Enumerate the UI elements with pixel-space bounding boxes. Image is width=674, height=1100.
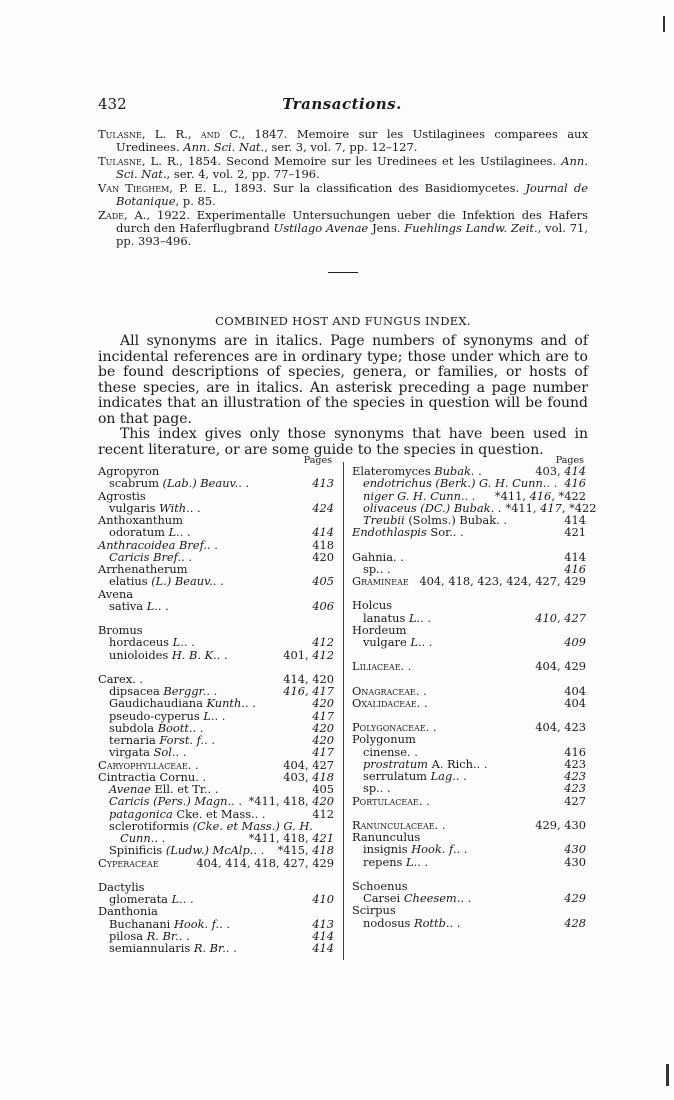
page-ref: 403, (535, 464, 565, 478)
page-ref: 423 (564, 781, 586, 796)
entry-term: Agropyron (98, 464, 160, 478)
entry-term: Anthoxanthum (98, 513, 183, 527)
page-ref: 404, 423 (535, 720, 586, 734)
entry-leader: . . (407, 744, 418, 759)
entry-leader: . . (400, 659, 412, 674)
entry-term: Danthonia (98, 904, 158, 919)
entry-term: Bromus (98, 623, 143, 637)
entry-term: Arrhenatherum (98, 562, 188, 576)
entry-term: endotrichus (363, 476, 432, 491)
index-introduction (98, 334, 588, 458)
entry-authority: Ell. et Tr. (154, 782, 208, 796)
entry-authority: L. (168, 525, 180, 540)
entry-name (363, 856, 417, 868)
entry-leader: . . (183, 635, 195, 650)
page-ref: 420 (312, 696, 334, 711)
entry-authority: Hook. f. (411, 842, 457, 857)
entry-leader (406, 624, 586, 636)
entry-term: Polygonum (352, 732, 416, 747)
pages-column-header: Pages (555, 455, 584, 466)
page-ref: 420 (312, 733, 334, 747)
page-ref: 429, 430 (535, 817, 586, 832)
entry-pages (308, 942, 334, 954)
index-entry (352, 917, 586, 929)
running-title: Transactions. (282, 95, 402, 113)
entry-leader: . . (417, 854, 429, 869)
entry-term: Scirpus (352, 903, 396, 918)
entry-pages (560, 856, 586, 868)
page-ref: *415, (277, 843, 313, 858)
entry-authority: A. Rich. (431, 756, 477, 771)
entry-leader: . . (231, 794, 242, 809)
entry-leader: . . (195, 769, 207, 784)
entry-pages (560, 636, 586, 648)
index-entry (98, 857, 334, 869)
page-ref: , *422 (561, 500, 597, 515)
entry-leader: . . (187, 757, 199, 772)
entry-leader: . . (253, 843, 265, 858)
entry-leader: . . (189, 500, 201, 515)
entry-leader: . . (206, 684, 218, 698)
page-ref: 404 (564, 683, 586, 698)
page-ref: 404, 414, 418, 427, 429 (196, 855, 334, 870)
entry-term: Avenae (109, 782, 151, 796)
entry-name (352, 697, 417, 709)
entry-term: scabrum (109, 476, 159, 491)
entry-pages (560, 892, 586, 904)
index-entry (352, 660, 586, 672)
entry-term: Hordeum (352, 622, 407, 637)
entry-authority: Boott. (157, 720, 193, 735)
page-ref-italic: 417 (540, 500, 562, 515)
reference-entry: Van Tieghem, P. E. L., 1893. Sur la classification des Basidiomycetes. Journal de Botanique, p. 85. (98, 181, 589, 208)
entry-authority: With. (159, 500, 190, 515)
page-ref: 406 (312, 598, 334, 613)
entry-term: prostratum (363, 756, 428, 771)
page-number: 432 (98, 95, 127, 113)
entry-pages (308, 600, 334, 612)
page-ref: *411, 418, (248, 831, 313, 845)
page-ref: 413 (312, 916, 334, 931)
entry-authority: R. Br. (146, 928, 179, 943)
page-ref: 401, (283, 647, 313, 662)
entry-name (109, 942, 226, 954)
entry-leader: . . (460, 891, 472, 905)
page-ref: *411, 418, (248, 794, 313, 809)
entry-term: Elateromyces (352, 464, 431, 478)
index-entry (352, 856, 586, 868)
page-ref: 414 (312, 941, 334, 955)
entry-term: Cyperaceae (98, 855, 159, 870)
entry-leader: . . (425, 720, 437, 734)
entry-pages (560, 697, 586, 709)
index-entry (98, 649, 334, 661)
page-ref-italic: 412 (312, 647, 334, 662)
section-title: COMBINED HOST AND FUNGUS INDEX. (215, 314, 471, 328)
entry-leader: . . (496, 513, 507, 527)
entry-leader: . . (178, 928, 190, 943)
page-ref: *411, (494, 488, 530, 503)
entry-term: Caricis (109, 794, 150, 809)
entry-authority: Bref. (153, 549, 182, 564)
entry-authority: Lag. (430, 769, 456, 783)
entry-authority: Sor. (430, 525, 453, 540)
entry-term: Gaudichaudiana (109, 696, 203, 711)
entry-term: nodosus (363, 915, 411, 930)
page-ref: 404 (564, 695, 586, 710)
entry-leader: . . (379, 781, 391, 796)
entry-term: Schoenus (352, 878, 408, 893)
entry-authority: Rottb. (414, 915, 450, 930)
entry-leader: . . (181, 549, 192, 564)
entry-term: Polygonaceae (352, 720, 426, 734)
entry-leader: . . (179, 525, 191, 540)
entry-leader: . . (238, 476, 250, 491)
entry-authority: (Berk.) G. H. Cunn. (435, 476, 547, 491)
entry-term: patagonica (109, 806, 173, 821)
page-ref: 405 (312, 574, 334, 589)
entry-term: sp. (363, 561, 380, 576)
entry-authority: (Pers.) Magn. (153, 794, 232, 809)
page-ref: 420 (312, 720, 334, 735)
entry-leader: . . (157, 598, 169, 613)
left-index-entries (98, 465, 334, 954)
entry-leader: . . (418, 793, 430, 808)
entry-name (109, 649, 217, 661)
entry-authority: G. H. Cunn. (397, 488, 465, 503)
entry-authority: Cke. et Mass. (176, 806, 255, 821)
page-ref: 416 (564, 561, 586, 576)
entry-pages (560, 526, 586, 538)
entry-pages (308, 575, 334, 587)
entry-term: Portulaceae (352, 793, 419, 808)
entry-term: cinense (363, 744, 408, 759)
page-ref: 421 (564, 525, 586, 540)
reference-entry: Zade, A., 1922. Experimentalle Untersuchungen ueber die Infektion des Hafers durch den Haferflugbrand Ustilago Avenae Jens. Fuehlings Landw. Zeit., vol. 71, pp. 393–496. (98, 208, 588, 248)
entry-authority: (Ludw.) McAlp. (165, 843, 254, 858)
entry-term: sativa (109, 598, 144, 613)
entry-pages (415, 575, 586, 587)
entry-authority: Cheesem. (403, 891, 461, 905)
entry-name (363, 917, 450, 929)
entry-term: Dactylis (98, 879, 145, 894)
page-ref: 409 (564, 635, 586, 649)
page-ref-italic: 418 (312, 843, 334, 858)
index-entry (352, 697, 586, 709)
reference-author: Van Tieghem, P. E. L., 1893. (98, 181, 267, 195)
entry-term: virgata (109, 745, 150, 760)
entry-term: olivaceus (363, 500, 417, 515)
page-ref: 414 (564, 513, 586, 527)
entry-authority: L. (408, 610, 421, 625)
entry-authority: Forst. f. (159, 733, 205, 747)
entry-leader: . . (254, 806, 266, 821)
index-column-left (98, 456, 334, 954)
entry-term: Ranunculus (352, 830, 421, 844)
entry-leader: . . (415, 683, 427, 698)
entry-pages (308, 502, 334, 514)
entry-term: hordaceus (109, 635, 170, 650)
entry-authority: (Lab.) Beauv. (162, 476, 239, 491)
entry-leader (159, 857, 193, 869)
entry-term: Oxalidaceae (352, 695, 417, 710)
entry-leader: . . (225, 941, 237, 955)
page-ref: 417 (312, 745, 334, 760)
entry-pages (560, 917, 586, 929)
entry-authority: L. (410, 635, 422, 649)
page-ref: 417 (312, 708, 334, 723)
page-ref: 410 (312, 892, 334, 906)
page-ref: 412 (312, 806, 334, 821)
entry-authority: Kunth. (206, 696, 245, 711)
entry-term: Gramineae (352, 574, 409, 588)
entry-leader: . . (175, 745, 187, 760)
entry-leader: . . (207, 537, 218, 552)
entry-term: Carex (98, 671, 133, 686)
index-entry (352, 526, 586, 538)
entry-pages (531, 612, 586, 624)
page-ref: 423 (564, 769, 586, 783)
pages-column-header: Pages (303, 455, 332, 466)
entry-leader: . . (182, 892, 194, 906)
index-entry (352, 795, 586, 807)
reference-author: Zade, A., 1922. (98, 208, 190, 222)
entry-term: Holcus (352, 598, 392, 613)
entry-term: glomerata (109, 892, 168, 906)
entry-leader: . . (393, 549, 404, 564)
entry-leader: . . (207, 782, 219, 796)
entry-term: ternaria (109, 733, 156, 747)
page-ref: 430 (564, 842, 586, 857)
page-ref: 423 (564, 756, 586, 771)
page-ref: 403, (283, 769, 313, 784)
entry-term: odoratum (109, 525, 165, 540)
entry-term: subdola (109, 720, 155, 735)
page-ref: 404, 429 (535, 659, 586, 674)
page-ref: 424 (312, 500, 334, 515)
entry-term: vulgare (363, 635, 407, 649)
entry-pages (279, 649, 334, 661)
entry-term: Agrostis (98, 488, 146, 503)
entry-term: Caricis (109, 549, 150, 564)
entry-leader: . . (416, 695, 428, 710)
reference-list (98, 128, 588, 249)
entry-authority: (Solms.) Bubak (408, 513, 497, 527)
page-ref-italic: 414 (564, 464, 586, 478)
index-entry (352, 575, 586, 587)
entry-pages (308, 477, 334, 489)
entry-leader: . . (456, 842, 468, 857)
entry-term: semiannularis (109, 941, 191, 955)
entry-term: pilosa (109, 928, 144, 943)
entry-leader: . . (490, 500, 502, 515)
entry-term: Onagraceae (352, 683, 416, 698)
page-ref: 404, 418, 423, 424, 427, 429 (419, 574, 586, 588)
page-ref: 418 (312, 537, 334, 552)
entry-pages (560, 795, 586, 807)
page-ref: 416, 417 (283, 684, 334, 698)
index-entry (98, 942, 334, 954)
entry-authority: L. (203, 708, 215, 723)
entry-term: Spinificis (109, 843, 163, 858)
page-ref: 414 (312, 928, 334, 943)
page-ref: 412 (312, 635, 334, 650)
page-ref: , *422 (551, 488, 586, 503)
entry-authority: (Cke. et Mass.) G. H. (192, 818, 313, 833)
page-ref-italic: 420 (312, 794, 334, 809)
entry-term: Anthracoidea (98, 537, 176, 552)
entry-term: Liliaceae (352, 659, 401, 674)
entry-leader: . . (470, 464, 482, 478)
column-divider (343, 462, 344, 960)
reference-author: Tulasne, L. R., and C., 1847. (98, 127, 288, 141)
entry-authority: Berggr. (163, 684, 207, 698)
entry-leader (409, 575, 416, 587)
entry-name (98, 857, 159, 869)
page-ref-italic: 416 (529, 488, 552, 503)
reference-author: Tulasne, L. R., 1854. (98, 154, 221, 168)
entry-term: Avena (98, 586, 134, 601)
entry-authority: (L.) Beauv. (151, 574, 213, 589)
entry-term: elatius (109, 574, 148, 589)
entry-leader: . . (192, 720, 204, 735)
page-ref-italic: 421 (312, 831, 334, 845)
entry-leader (133, 588, 334, 600)
index-entry (98, 575, 334, 587)
page-ref: 428 (564, 915, 586, 930)
entry-name (352, 575, 409, 587)
index-entry (98, 600, 334, 612)
entry-authority: L. (406, 854, 418, 869)
entry-name (352, 795, 419, 807)
entry-term: Cunn. (120, 831, 155, 845)
page-ref: *411, (505, 500, 541, 515)
entry-leader: . . (244, 696, 256, 711)
entry-authority: L. (146, 598, 158, 613)
entry-pages (531, 660, 586, 672)
entry-authority: Sol. (153, 745, 176, 760)
entry-authority: H. B. K. (171, 647, 217, 662)
page-ref-italic: 418 (312, 769, 334, 784)
entry-term: Buchanani (109, 916, 171, 931)
margin-mark-top-right (663, 16, 665, 32)
page-ref: 414 (312, 525, 334, 540)
entry-leader: . . (449, 915, 461, 930)
entry-term: insignis (363, 842, 408, 857)
page-ref: 420 (312, 549, 334, 564)
entry-leader: . . (219, 916, 231, 931)
entry-name (109, 600, 158, 612)
page-ref: 416 (564, 744, 586, 759)
index-entry (352, 551, 586, 563)
entry-leader: . . (476, 756, 488, 771)
entry-term: vulgaris (109, 500, 156, 515)
index-column-right (352, 455, 597, 930)
entry-authority: R. Br. (193, 941, 226, 955)
entry-leader: . . (216, 647, 228, 662)
entry-leader: . . (214, 708, 226, 723)
entry-leader: . . (204, 733, 215, 747)
entry-term: Treubii (363, 513, 405, 527)
entry-leader: . . (420, 610, 432, 625)
page-ref: 414 (564, 549, 586, 564)
entry-term: Endothlaspis (352, 525, 427, 540)
page-ref: 430 (564, 854, 586, 869)
entry-leader: . . (464, 488, 476, 503)
entry-leader: . . (132, 671, 143, 686)
entry-leader: . . (421, 635, 433, 649)
entry-term: Ranunculaceae (352, 817, 435, 832)
entry-leader: . . (212, 574, 224, 589)
entry-name (352, 526, 453, 538)
entry-term: repens (363, 854, 403, 869)
page-ref: 416 (564, 476, 586, 491)
entry-leader: . . (455, 769, 467, 783)
page-ref: 427 (564, 793, 586, 808)
entry-pages (531, 721, 586, 733)
entry-term: Carsei (363, 891, 401, 905)
entry-pages (531, 819, 586, 831)
entry-leader: . . (434, 817, 446, 832)
page-ref: 414, 420 (283, 671, 334, 686)
entry-leader: . . (452, 525, 464, 540)
reference-entry: Tulasne, L. R., and C., 1847. Memoire sur les Ustilaginees comparees aux Uredinees. Ann. Sci. Nat., ser. 3, vol. 7, pp. 12–127. (98, 127, 588, 154)
entry-leader (416, 733, 586, 745)
entry-term: niger (363, 488, 394, 503)
entry-term: Cintractia (98, 769, 156, 784)
entry-authority: Hook. f. (173, 916, 220, 931)
entry-authority: Bref. (179, 537, 208, 552)
entry-authority: Bubak (434, 464, 471, 478)
entry-leader: . . (379, 561, 391, 576)
page-ref: 429 (564, 891, 586, 905)
entry-term: dipsacea (109, 684, 160, 698)
entry-term: sp. (363, 781, 380, 796)
entry-name (352, 660, 401, 672)
page-ref: 413 (312, 476, 334, 491)
entry-term: pseudo-cyperus (109, 708, 200, 723)
entry-authority: Cornu (159, 769, 196, 784)
entry-authority: (DC.) Bubak (420, 500, 491, 515)
entry-pages (308, 893, 334, 905)
entry-term: unioloides (109, 647, 169, 662)
entry-pages (192, 857, 334, 869)
intro-paragraph: This index gives only those synonyms that have been used in recent literature, or are some guide to the species in question. (98, 426, 588, 458)
entry-term: serrulatum (363, 769, 427, 783)
entry-leader: . . (154, 831, 166, 845)
index-entry (352, 636, 586, 648)
entry-term: Gahnia (352, 549, 393, 564)
entry-authority: L. (171, 892, 183, 906)
page-ref: 404, 427 (283, 757, 334, 772)
page-header (98, 95, 586, 113)
reference-entry: Tulasne, L. R., 1854. Second Memoire sur les Uredinees et les Ustilaginees. Ann. Sci. Nat., ser. 4, vol. 2, pp. 77–196. (98, 154, 588, 181)
entry-authority: L. (172, 635, 184, 650)
entry-term: Caryophyllaceae (98, 757, 188, 772)
margin-mark-bottom-right (666, 1064, 669, 1086)
entry-name (363, 636, 422, 648)
right-index-entries (352, 464, 597, 930)
page-ref: 410, 427 (535, 610, 586, 625)
entry-pages (308, 551, 334, 563)
page-ref: 405 (312, 782, 334, 796)
entry-term: lanatus (363, 610, 406, 625)
entry-term: sclerotiformis (109, 818, 189, 833)
section-divider-rule (328, 272, 358, 273)
intro-paragraph: All synonyms are in italics. Page numbers of synonyms and of incidental references are in ordinary type; those under which are to be found descriptions of species, genera, or families, or hosts of these species, are in italics. An asterisk preceding a page number indicates that an illustration of the species in question will be found on that page. (98, 333, 588, 427)
entry-leader: . . (546, 476, 558, 491)
